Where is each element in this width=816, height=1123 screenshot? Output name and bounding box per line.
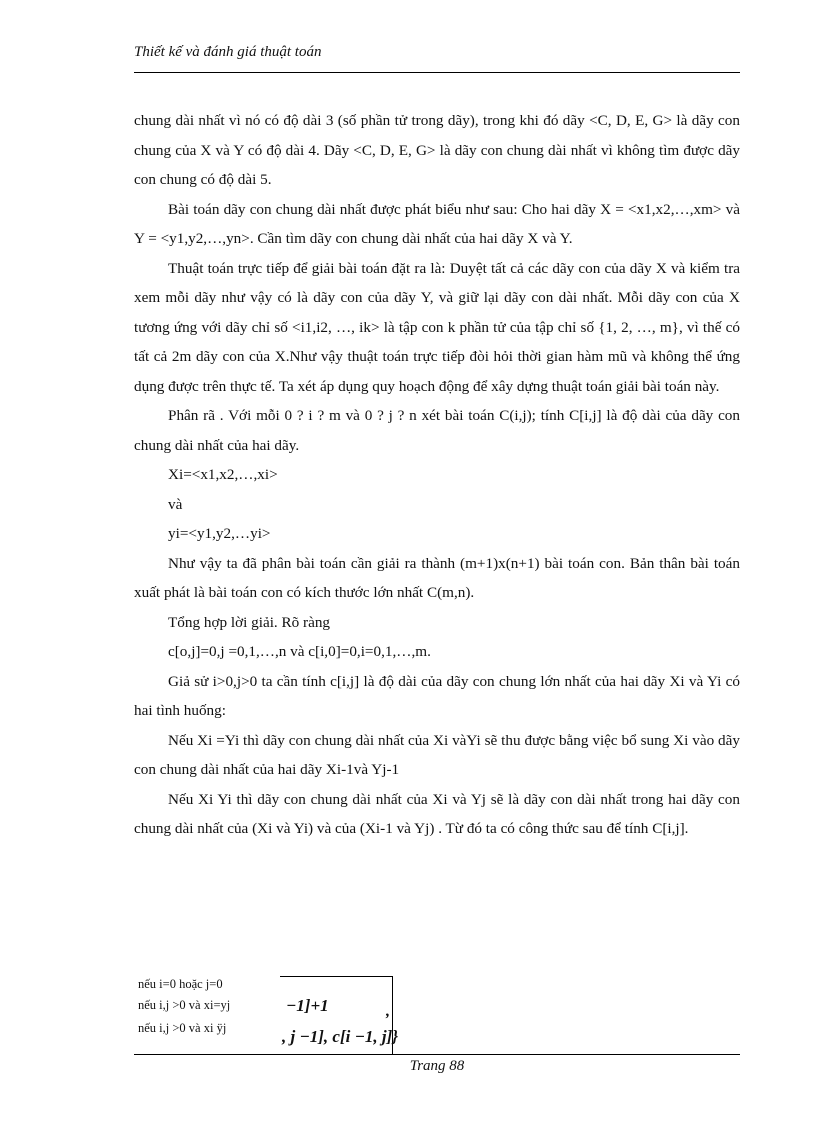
paragraph: chung dài nhất vì nó có độ dài 3 (số phần tử trong dãy), trong khi đó dãy <C, D, E, G> là dãy con chung của X và Y có độ dài 4. Dãy <C, D, E, G> là dãy con chung dài nhất vì không tìm được dãy con chung có độ dài 5. (134, 112, 740, 188)
formula-line-1: −1]+1 (286, 996, 329, 1015)
paragraph: Nếu Xi =Yi thì dãy con chung dài nhất của Xi vàYi sẽ thu được bằng việc bổ sung Xi vào dãy con chung dài nhất của hai dãy Xi-1và Yj-1 (134, 731, 740, 778)
paragraph: và (168, 495, 183, 513)
paragraph: Thuật toán trực tiếp để giải bài toán đặt ra là: Duyệt tất cả các dãy con của dãy X và kiểm tra xem mỗi dãy như vậy có là dãy con của dãy Y, và giữ lại dãy con dài nhất. Mỗi dãy con của X tương ứng với dãy chỉ số <i1,i2, …, ik> là tập con k phần tử của tập chỉ số {1, 2, …, m}, vì thế có tất cả 2m dãy con của X.Như vậy thuật toán trực tiếp đòi hỏi thời gian hàm mũ và không thể ứng dụng được trên thực tế. Ta xét áp dụng quy hoạch động để xây dựng thuật toán giải bài toán này. (134, 259, 740, 395)
paragraph: Tổng hợp lời giải. Rõ ràng (168, 613, 331, 631)
page-number: Trang 88 (409, 1058, 465, 1074)
formula-comma: , (386, 1003, 390, 1020)
formula-condition: nếu i,j >0 và xi=yj (138, 998, 231, 1012)
paragraph: Xi=<x1,x2,…,xi> (168, 466, 278, 483)
header-rule (134, 72, 740, 73)
paragraph: yi=<y1,y2,…yi> (168, 525, 271, 542)
running-header: Thiết kế và đánh giá thuật toán (134, 44, 322, 60)
formula-condition: nếu i,j >0 và xi ÿj (138, 1021, 227, 1035)
formula-line-2: , j −1], c[i −1, j]} (282, 1027, 399, 1046)
paragraph: Phân rã . Với mỗi 0 ? i ? m và 0 ? j ? n xét bài toán C(i,j); tính C[i,j] là độ dài của dãy con chung dài nhất của hai dãy. (134, 407, 740, 454)
paragraph: Như vậy ta đã phân bài toán cần giải ra thành (m+1)x(n+1) bài toán con. Bản thân bài toán xuất phát là bài toán con có kích thước lớn nhất C(m,n). (134, 554, 740, 601)
paragraph: Nếu Xi Yi thì dãy con chung dài nhất của Xi và Yj sẽ là dãy con dài nhất trong hai dãy con chung dài nhất của (Xi và Yi) và của (Xi-1 và Yj) . Từ đó ta có công thức sau để tính C[i,j]. (134, 790, 740, 837)
paragraph: c[o,j]=0,j =0,1,…,n và c[i,0]=0,i=0,1,…,m. (168, 643, 431, 660)
formula-condition: nếu i=0 hoặc j=0 (138, 977, 223, 991)
footer-rule (134, 1054, 740, 1055)
body-text (134, 106, 740, 844)
paragraph: Giả sử i>0,j>0 ta cần tính c[i,j] là độ dài của dãy con chung lớn nhất của hai dãy Xi và Yi có hai tình huống: (134, 672, 740, 719)
paragraph: Bài toán dãy con chung dài nhất được phát biểu như sau: Cho hai dãy X = <x1,x2,…,xm> và Y = <y1,y2,…,yn>. Cần tìm dãy con chung dài nhất của hai dãy X và Y. (134, 200, 740, 247)
